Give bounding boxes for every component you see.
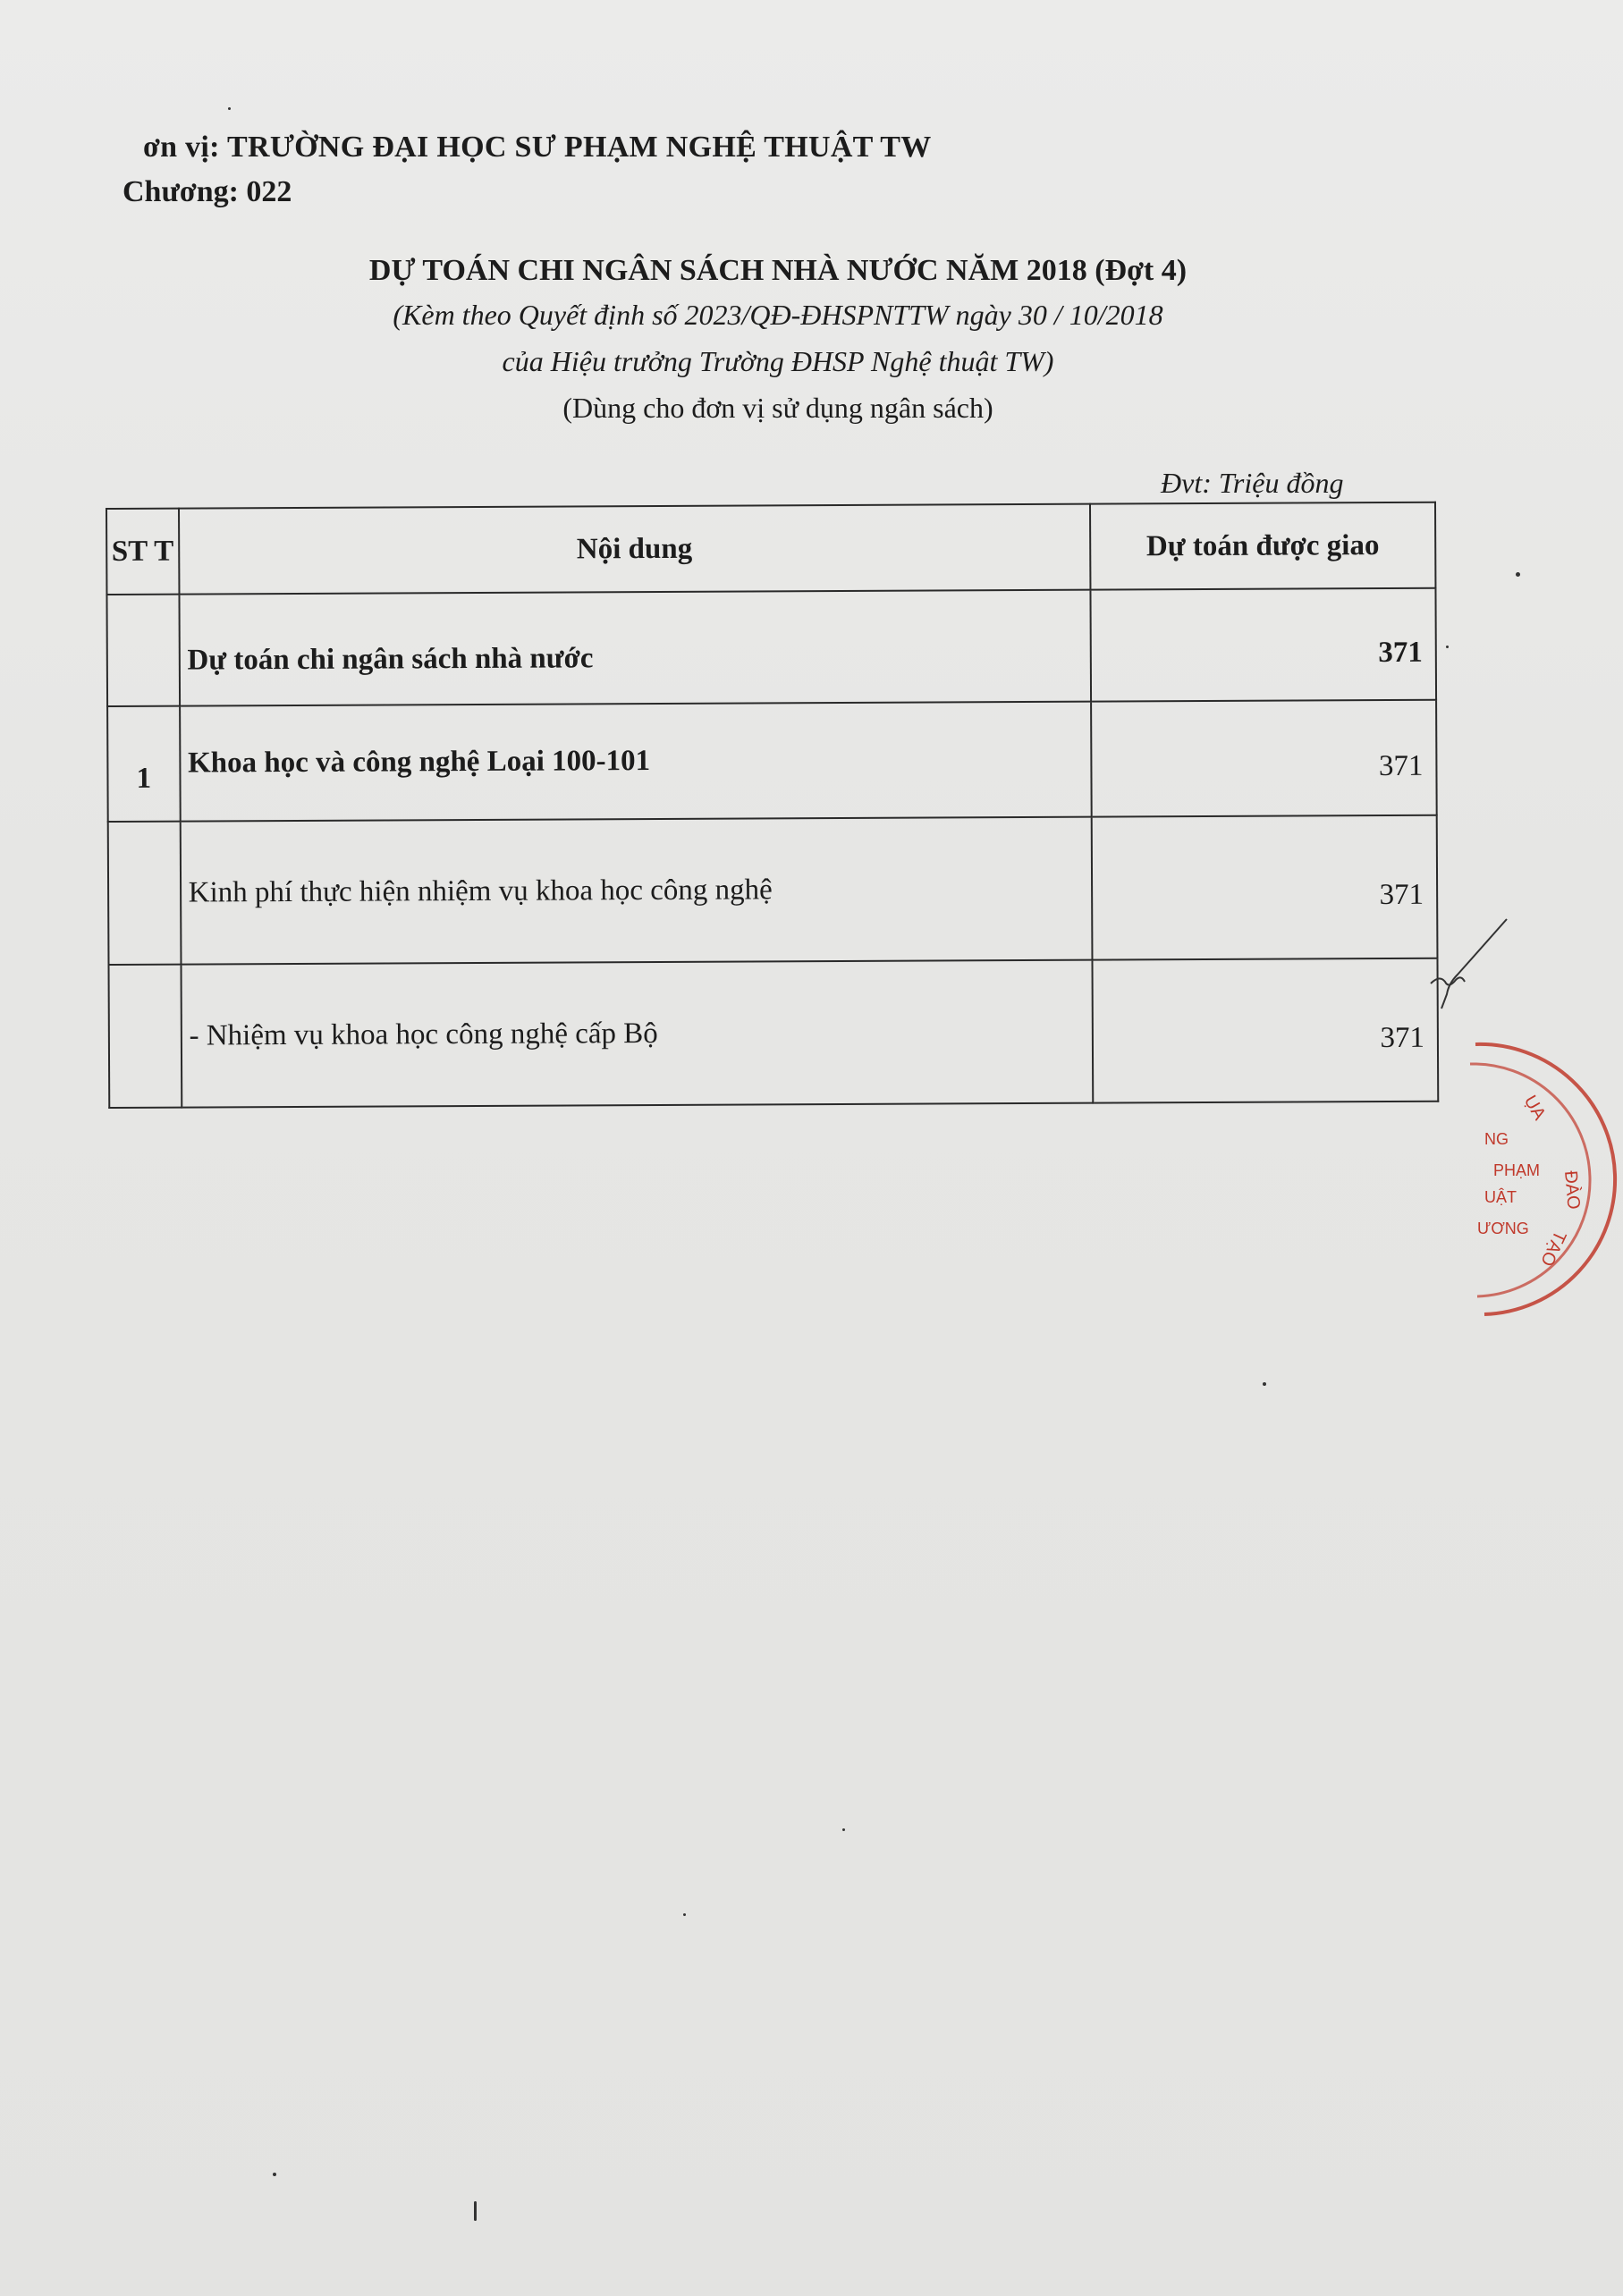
row-amount: 371 (1092, 815, 1438, 960)
table-row (108, 958, 1438, 1108)
paper-speck (228, 107, 231, 110)
svg-text:UẬT: UẬT (1484, 1188, 1517, 1206)
table-header-row (106, 502, 1435, 595)
paper-speck (1446, 646, 1449, 648)
paper-speck (273, 2173, 276, 2176)
usage-note: (Dùng cho đơn vị sử dụng ngân sách) (562, 392, 993, 424)
svg-text:ĐÀO: ĐÀO (1560, 1169, 1584, 1211)
row-content: Kinh phí thực hiện nhiệm vụ khoa học công nghệ (180, 817, 1092, 965)
paper-speck (1516, 572, 1520, 577)
initials-signature (1422, 912, 1511, 1010)
header-stt-label: ST T (111, 535, 174, 568)
svg-text:ỤA: ỤA (1519, 1092, 1550, 1124)
paper-speck (683, 1913, 686, 1916)
row-amount: 371 (1090, 588, 1436, 702)
issuing-unit: ơn vị: TRƯỜNG ĐẠI HỌC SƯ PHẠM NGHỆ THUẬT TW (143, 131, 932, 164)
official-seal (1431, 1037, 1623, 1323)
svg-text:TẠO: TẠO (1536, 1227, 1570, 1270)
table-row (108, 815, 1438, 965)
decision-issuer: của Hiệu trưởng Trường ĐHSP Nghệ thuật TW) (502, 345, 1054, 377)
header-content: Nội dung (179, 504, 1091, 595)
svg-text:PHẠM: PHẠM (1493, 1161, 1541, 1179)
svg-text:ƯƠNG: ƯƠNG (1477, 1220, 1529, 1237)
chapter-code: Chương: 022 (123, 175, 292, 208)
paper-speck (1263, 1382, 1266, 1386)
currency-unit-note: Đvt: Triệu đồng (1161, 467, 1344, 499)
svg-text:NG: NG (1484, 1130, 1509, 1148)
paper-speck (842, 1828, 845, 1831)
paper-speck (474, 2201, 477, 2221)
budget-table (106, 502, 1439, 1109)
row-stt (106, 595, 179, 706)
document-title: DỰ TOÁN CHI NGÂN SÁCH NHÀ NƯỚC NĂM 2018 (Đợt 4) (368, 254, 1188, 287)
row-stt (108, 965, 181, 1108)
row-content: - Nhiệm vụ khoa học công nghệ cấp Bộ (181, 960, 1093, 1108)
row-stt (108, 822, 181, 965)
row-amount: 371 (1092, 958, 1438, 1103)
row-stt: 1 (107, 706, 180, 822)
decision-reference: (Kèm theo Quyết định số 2023/QĐ-ĐHSPNTTW ngày 30 / 10/2018 (393, 299, 1163, 331)
row-amount: 371 (1091, 700, 1437, 817)
table-row (107, 700, 1437, 822)
row-content: Dự toán chi ngân sách nhà nước (179, 590, 1091, 706)
header-amount: Dự toán được giao (1090, 502, 1436, 590)
table-row (106, 588, 1436, 706)
header-stt (106, 509, 179, 595)
row-content: Khoa học và công nghệ Loại 100-101 (180, 702, 1092, 822)
